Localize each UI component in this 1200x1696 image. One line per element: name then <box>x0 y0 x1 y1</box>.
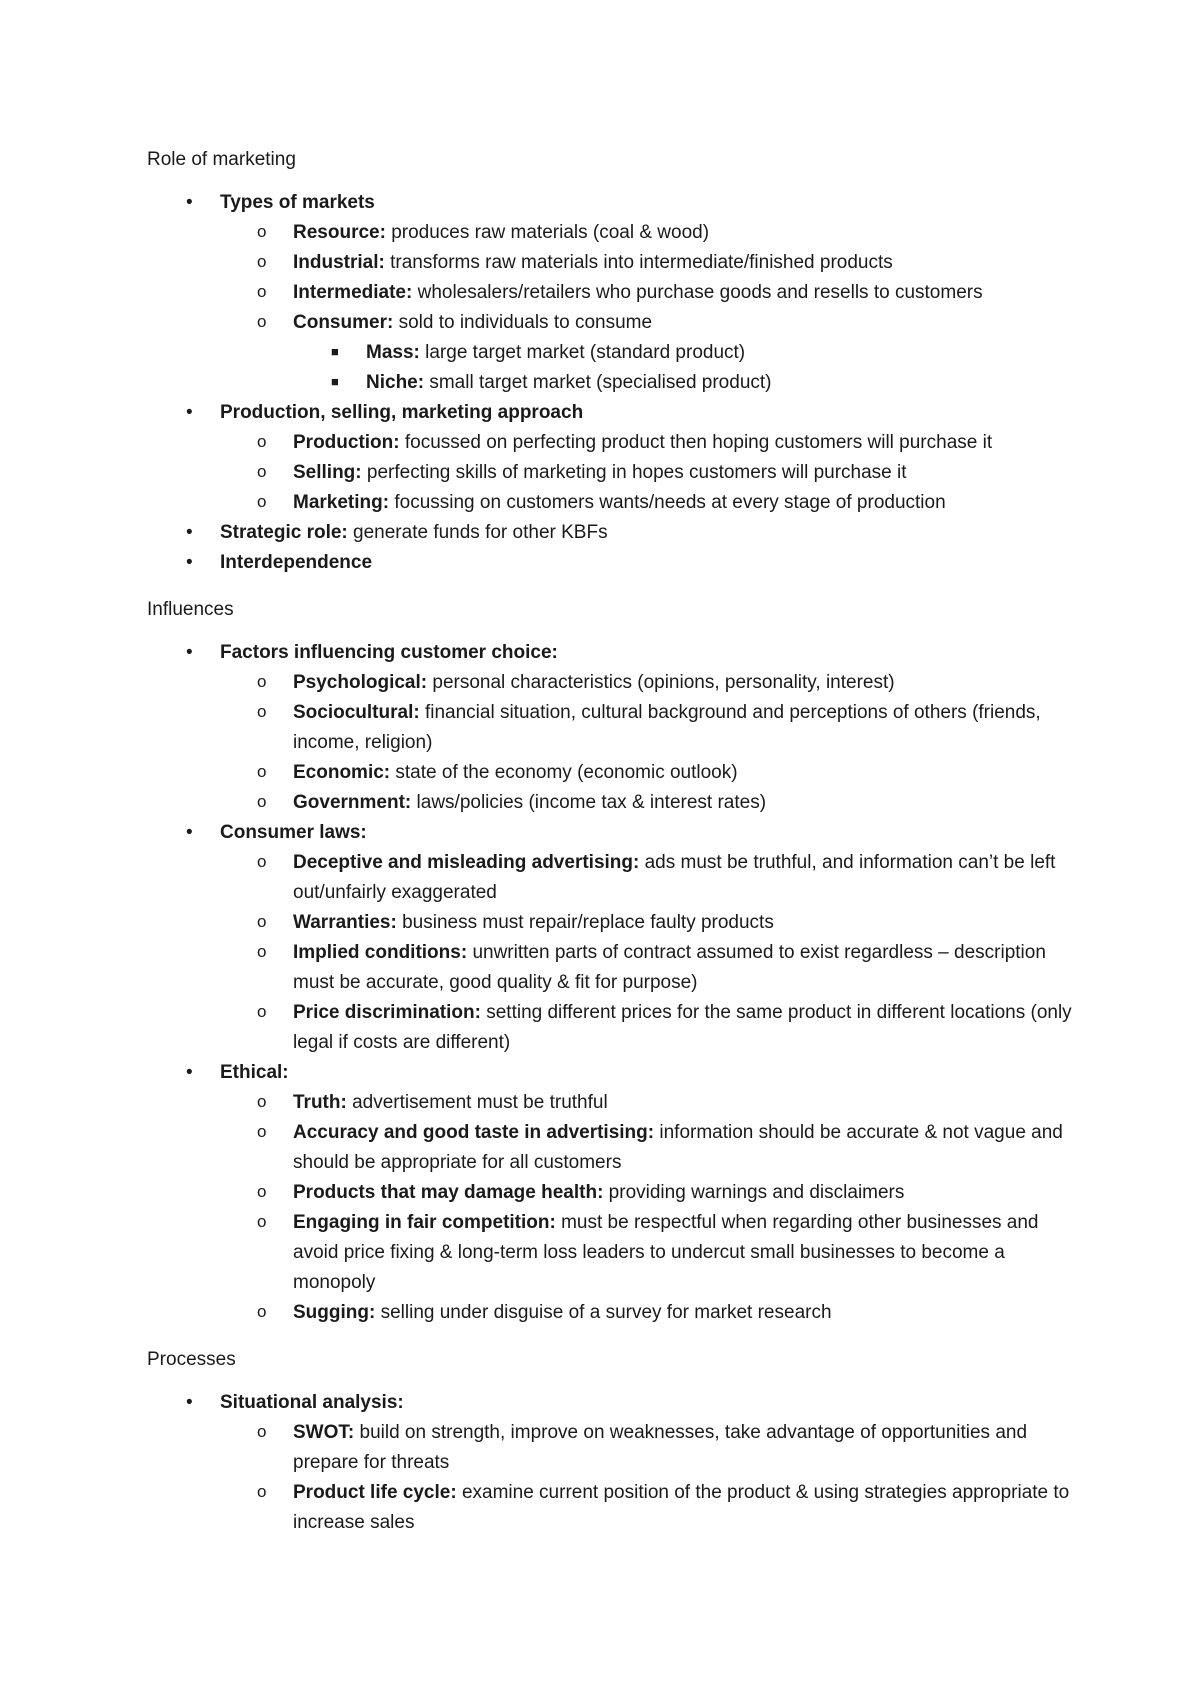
item-title: Price discrimination: <box>293 1002 481 1023</box>
item-text: financial situation, cultural background and perceptions of others (friends, income, religion) <box>293 702 1041 753</box>
item-title: Ethical: <box>220 1062 289 1083</box>
bullet-circle-icon: o <box>257 1002 267 1021</box>
item-title: Consumer laws: <box>220 822 367 843</box>
bullet-list <box>147 188 1087 578</box>
bullet-dot-icon: • <box>186 192 193 213</box>
item-text: information should be accurate & not vague and should be appropriate for all customers <box>293 1122 1063 1173</box>
list-item <box>220 1478 1087 1538</box>
bullet-circle-icon: o <box>257 1302 267 1321</box>
sub-list <box>220 428 1087 518</box>
item-title: Accuracy and good taste in advertising: <box>293 1122 655 1143</box>
section-heading: Influences <box>147 599 234 620</box>
bullet-circle-icon: o <box>257 1212 267 1231</box>
item-text: examine current position of the product & using strategies appropriate to increase sales <box>293 1482 1070 1533</box>
bullet-square-icon: ■ <box>331 374 339 389</box>
section-heading: Role of marketing <box>147 149 296 170</box>
item-text: small target market (specialised product) <box>424 372 772 393</box>
item-text: build on strength, improve on weaknesses, take advantage of opportunities and prepare for threats <box>293 1422 1028 1473</box>
item-title: Economic: <box>293 762 391 783</box>
bullet-circle-icon: o <box>257 252 267 271</box>
item-title: Psychological: <box>293 672 428 693</box>
item-title: Sociocultural: <box>293 702 420 723</box>
bullet-circle-icon: o <box>257 672 267 691</box>
item-text: selling under disguise of a survey for market research <box>375 1302 832 1323</box>
bullet-dot-icon: • <box>186 1062 193 1083</box>
list-item <box>220 248 1087 278</box>
bullet-square-icon: ■ <box>331 344 339 359</box>
item-title: Situational analysis: <box>220 1392 404 1413</box>
item-title: Intermediate: <box>293 282 413 303</box>
list-item <box>220 488 1087 518</box>
item-title: Production: <box>293 432 400 453</box>
bullet-circle-icon: o <box>257 1092 267 1111</box>
list-item <box>220 1178 1087 1208</box>
item-title: Deceptive and misleading advertising: <box>293 852 640 873</box>
item-title: Factors influencing customer choice: <box>220 642 558 663</box>
bullet-circle-icon: o <box>257 1122 267 1141</box>
list-item <box>220 218 1087 248</box>
sub-list <box>220 218 1087 398</box>
list-item <box>220 668 1087 698</box>
bullet-circle-icon: o <box>257 942 267 961</box>
document-page <box>147 146 1087 1556</box>
list-item <box>147 1058 1087 1328</box>
item-text: ads must be truthful, and information can’t be left out/unfairly exaggerated <box>293 852 1056 903</box>
section-influences <box>147 596 1087 1328</box>
item-text: generate funds for other KBFs <box>347 522 608 543</box>
item-text: focussed on perfecting product then hoping customers will purchase it <box>399 432 993 453</box>
item-title: Selling: <box>293 462 362 483</box>
list-item <box>220 698 1087 758</box>
item-text: unwritten parts of contract assumed to exist regardless – description must be accurate, good quality & fit for purpose) <box>293 942 1046 993</box>
list-item <box>220 1208 1087 1298</box>
bullet-dot-icon: • <box>186 822 193 843</box>
list-item <box>147 188 1087 398</box>
item-title: Strategic role: <box>220 522 348 543</box>
bullet-circle-icon: o <box>257 312 267 331</box>
bullet-circle-icon: o <box>257 492 267 511</box>
item-text: focussing on customers wants/needs at every stage of production <box>389 492 946 513</box>
bullet-circle-icon: o <box>257 762 267 781</box>
bullet-dot-icon: • <box>186 522 193 543</box>
item-text: transforms raw materials into intermediate/finished products <box>384 252 893 273</box>
item-title: Marketing: <box>293 492 390 513</box>
bullet-circle-icon: o <box>257 432 267 451</box>
item-text: must be respectful when regarding other businesses and avoid price fixing & long-term loss leaders to undercut small businesses to become a monopoly <box>293 1212 1039 1293</box>
list-item <box>220 908 1087 938</box>
item-title: Types of markets <box>220 192 375 213</box>
item-text: produces raw materials (coal & wood) <box>385 222 710 243</box>
item-text: providing warnings and disclaimers <box>603 1182 905 1203</box>
list-item <box>220 938 1087 998</box>
list-item <box>147 398 1087 518</box>
item-text: business must repair/replace faulty products <box>396 912 774 933</box>
bullet-dot-icon: • <box>186 1392 193 1413</box>
bullet-circle-icon: o <box>257 1422 267 1441</box>
section-processes <box>147 1346 1087 1538</box>
list-item <box>147 1388 1087 1538</box>
list-item <box>220 458 1087 488</box>
bullet-list <box>147 1388 1087 1538</box>
sub-list <box>220 668 1087 818</box>
item-text: wholesalers/retailers who purchase goods and resells to customers <box>412 282 983 303</box>
item-title: Niche: <box>366 372 425 393</box>
list-item <box>147 818 1087 1058</box>
item-text: personal characteristics (opinions, personality, interest) <box>427 672 895 693</box>
list-item <box>220 1418 1087 1478</box>
item-title: Production, selling, marketing approach <box>220 402 584 423</box>
item-text: sold to individuals to consume <box>393 312 653 333</box>
item-title: Products that may damage health: <box>293 1182 604 1203</box>
bullet-circle-icon: o <box>257 1482 267 1501</box>
item-title: SWOT: <box>293 1422 355 1443</box>
item-text: laws/policies (income tax & interest rates) <box>411 792 767 813</box>
item-title: Implied conditions: <box>293 942 468 963</box>
list-item <box>220 1088 1087 1118</box>
bullet-list <box>147 638 1087 1328</box>
list-item <box>220 848 1087 908</box>
list-item <box>220 998 1087 1058</box>
list-item <box>293 338 1087 368</box>
list-item <box>147 548 1087 578</box>
item-title: Interdependence <box>220 552 373 573</box>
list-item <box>220 1298 1087 1328</box>
sub-list <box>220 848 1087 1058</box>
list-item <box>220 1118 1087 1178</box>
item-text: state of the economy (economic outlook) <box>390 762 738 783</box>
list-item <box>293 368 1087 398</box>
item-title: Sugging: <box>293 1302 376 1323</box>
sub-list <box>220 1088 1087 1328</box>
item-text: setting different prices for the same product in different locations (only legal if costs are different) <box>293 1002 1072 1053</box>
item-title: Mass: <box>366 342 420 363</box>
item-text: perfecting skills of marketing in hopes customers will purchase it <box>361 462 907 483</box>
item-title: Consumer: <box>293 312 394 333</box>
list-item <box>220 308 1087 398</box>
bullet-dot-icon: • <box>186 642 193 663</box>
bullet-circle-icon: o <box>257 912 267 931</box>
list-item <box>220 428 1087 458</box>
item-title: Engaging in fair competition: <box>293 1212 556 1233</box>
item-title: Resource: <box>293 222 386 243</box>
section-heading: Processes <box>147 1349 236 1370</box>
item-title: Truth: <box>293 1092 347 1113</box>
item-text: large target market (standard product) <box>419 342 746 363</box>
list-item <box>147 638 1087 818</box>
section-role-of-marketing <box>147 146 1087 578</box>
list-item <box>220 758 1087 788</box>
item-title: Industrial: <box>293 252 385 273</box>
bullet-circle-icon: o <box>257 282 267 301</box>
bullet-circle-icon: o <box>257 702 267 721</box>
bullet-circle-icon: o <box>257 1182 267 1201</box>
sub-sub-list <box>293 338 1087 398</box>
list-item <box>147 518 1087 548</box>
bullet-dot-icon: • <box>186 552 193 573</box>
sub-list <box>220 1418 1087 1538</box>
bullet-dot-icon: • <box>186 402 193 423</box>
bullet-circle-icon: o <box>257 792 267 811</box>
list-item <box>220 788 1087 818</box>
bullet-circle-icon: o <box>257 852 267 871</box>
bullet-circle-icon: o <box>257 222 267 241</box>
item-text: advertisement must be truthful <box>346 1092 608 1113</box>
item-title: Product life cycle: <box>293 1482 457 1503</box>
item-title: Warranties: <box>293 912 397 933</box>
list-item <box>220 278 1087 308</box>
bullet-circle-icon: o <box>257 462 267 481</box>
item-title: Government: <box>293 792 412 813</box>
